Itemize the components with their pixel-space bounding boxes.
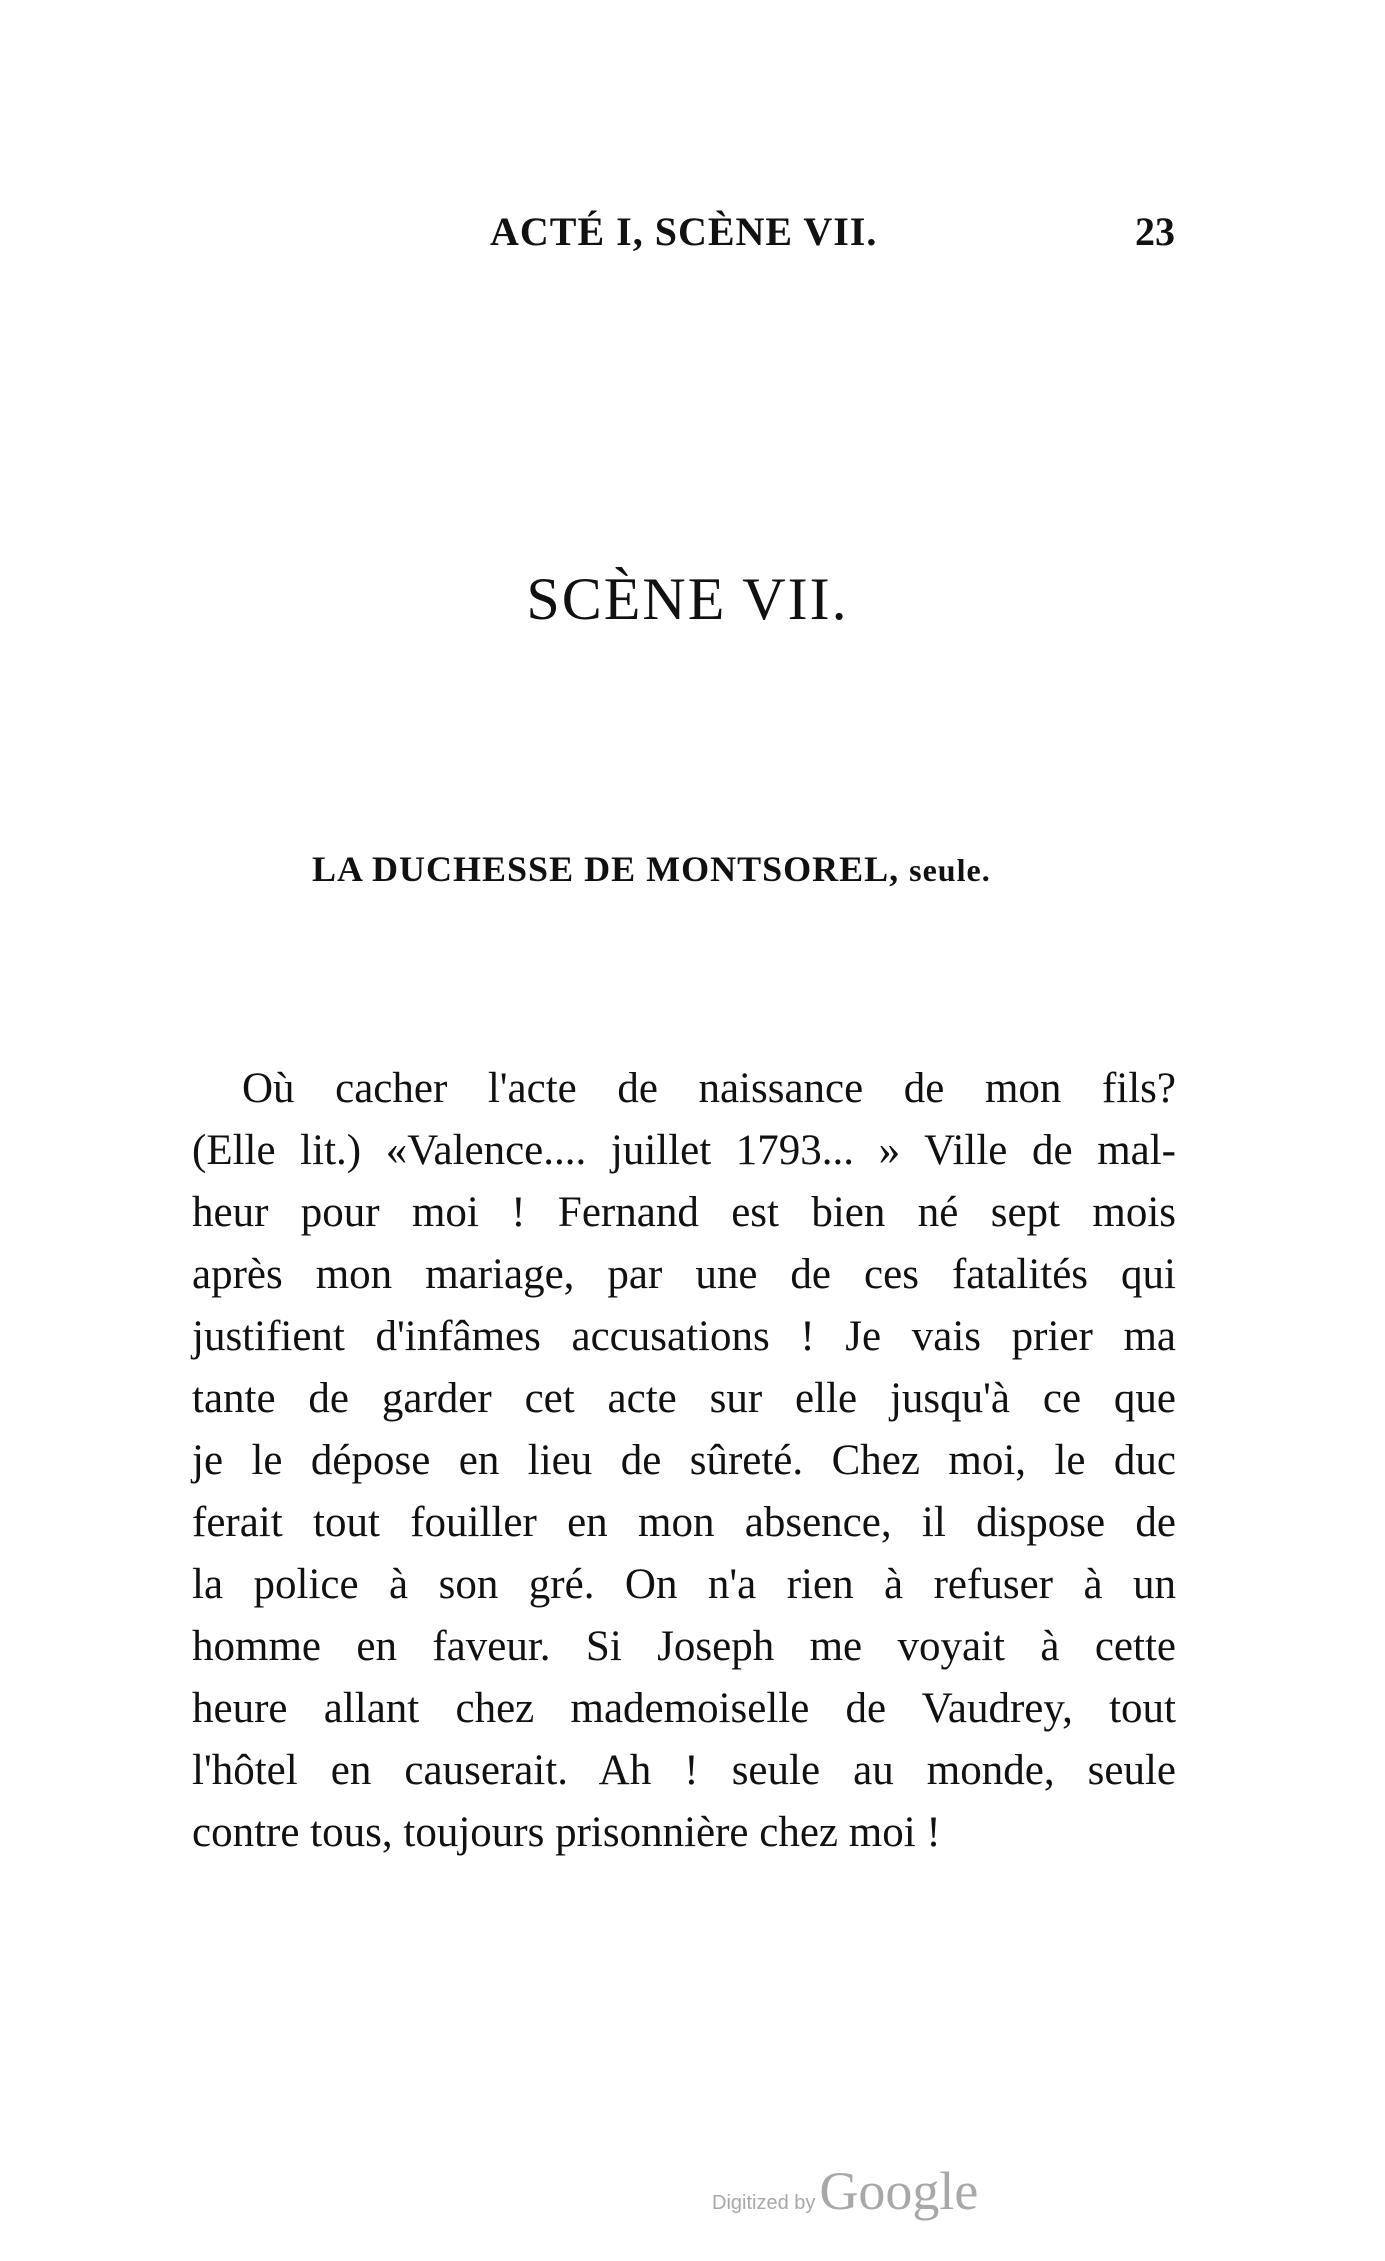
scene-title — [0, 565, 1385, 634]
character-name: LA DUCHESSE DE MONTSOREL, — [312, 849, 900, 889]
page-number: 23 — [1135, 209, 1175, 254]
google-logo: Google — [819, 2161, 979, 2221]
character-heading — [312, 848, 991, 890]
text-line: Où cacher l'acte de naissance de mon fils? — [242, 1065, 1176, 1112]
text-line: je le dépose en lieu de sûreté. Chez moi, le duc — [192, 1437, 1176, 1484]
stage-note: seule. — [909, 852, 991, 888]
text-line: après mon mariage, par une de ces fatalités qui — [192, 1251, 1176, 1298]
google-watermark — [712, 2160, 978, 2222]
text-line: ferait tout fouiller en mon absence, il dispose de — [192, 1499, 1176, 1546]
text-line: justifient d'infâmes accusations ! Je vais prier ma — [192, 1313, 1176, 1360]
text-line: l'hôtel en causerait. Ah ! seule au monde, seule — [192, 1747, 1176, 1794]
scene-title-text: SCÈNE VII. — [526, 566, 849, 632]
monologue-text — [192, 1058, 1176, 1864]
text-line: heure allant chez mademoiselle de Vaudrey, tout — [192, 1685, 1176, 1732]
running-header: ACTÉ I, SCÈNE VII. — [490, 209, 878, 254]
text-line: homme en faveur. Si Joseph me voyait à cette — [192, 1623, 1176, 1670]
text-line: tante de garder cet acte sur elle jusqu'à ce que — [192, 1375, 1176, 1422]
text-line: (Elle lit.) «Valence.... juillet 1793... » Ville de mal- — [192, 1127, 1176, 1174]
text-line: heur pour moi ! Fernand est bien né sept mois — [192, 1189, 1176, 1236]
text-line: contre tous, toujours prisonnière chez moi ! — [192, 1809, 941, 1856]
watermark-prefix: Digitized by — [712, 2192, 816, 2214]
text-line: la police à son gré. On n'a rien à refuser à un — [192, 1561, 1176, 1608]
